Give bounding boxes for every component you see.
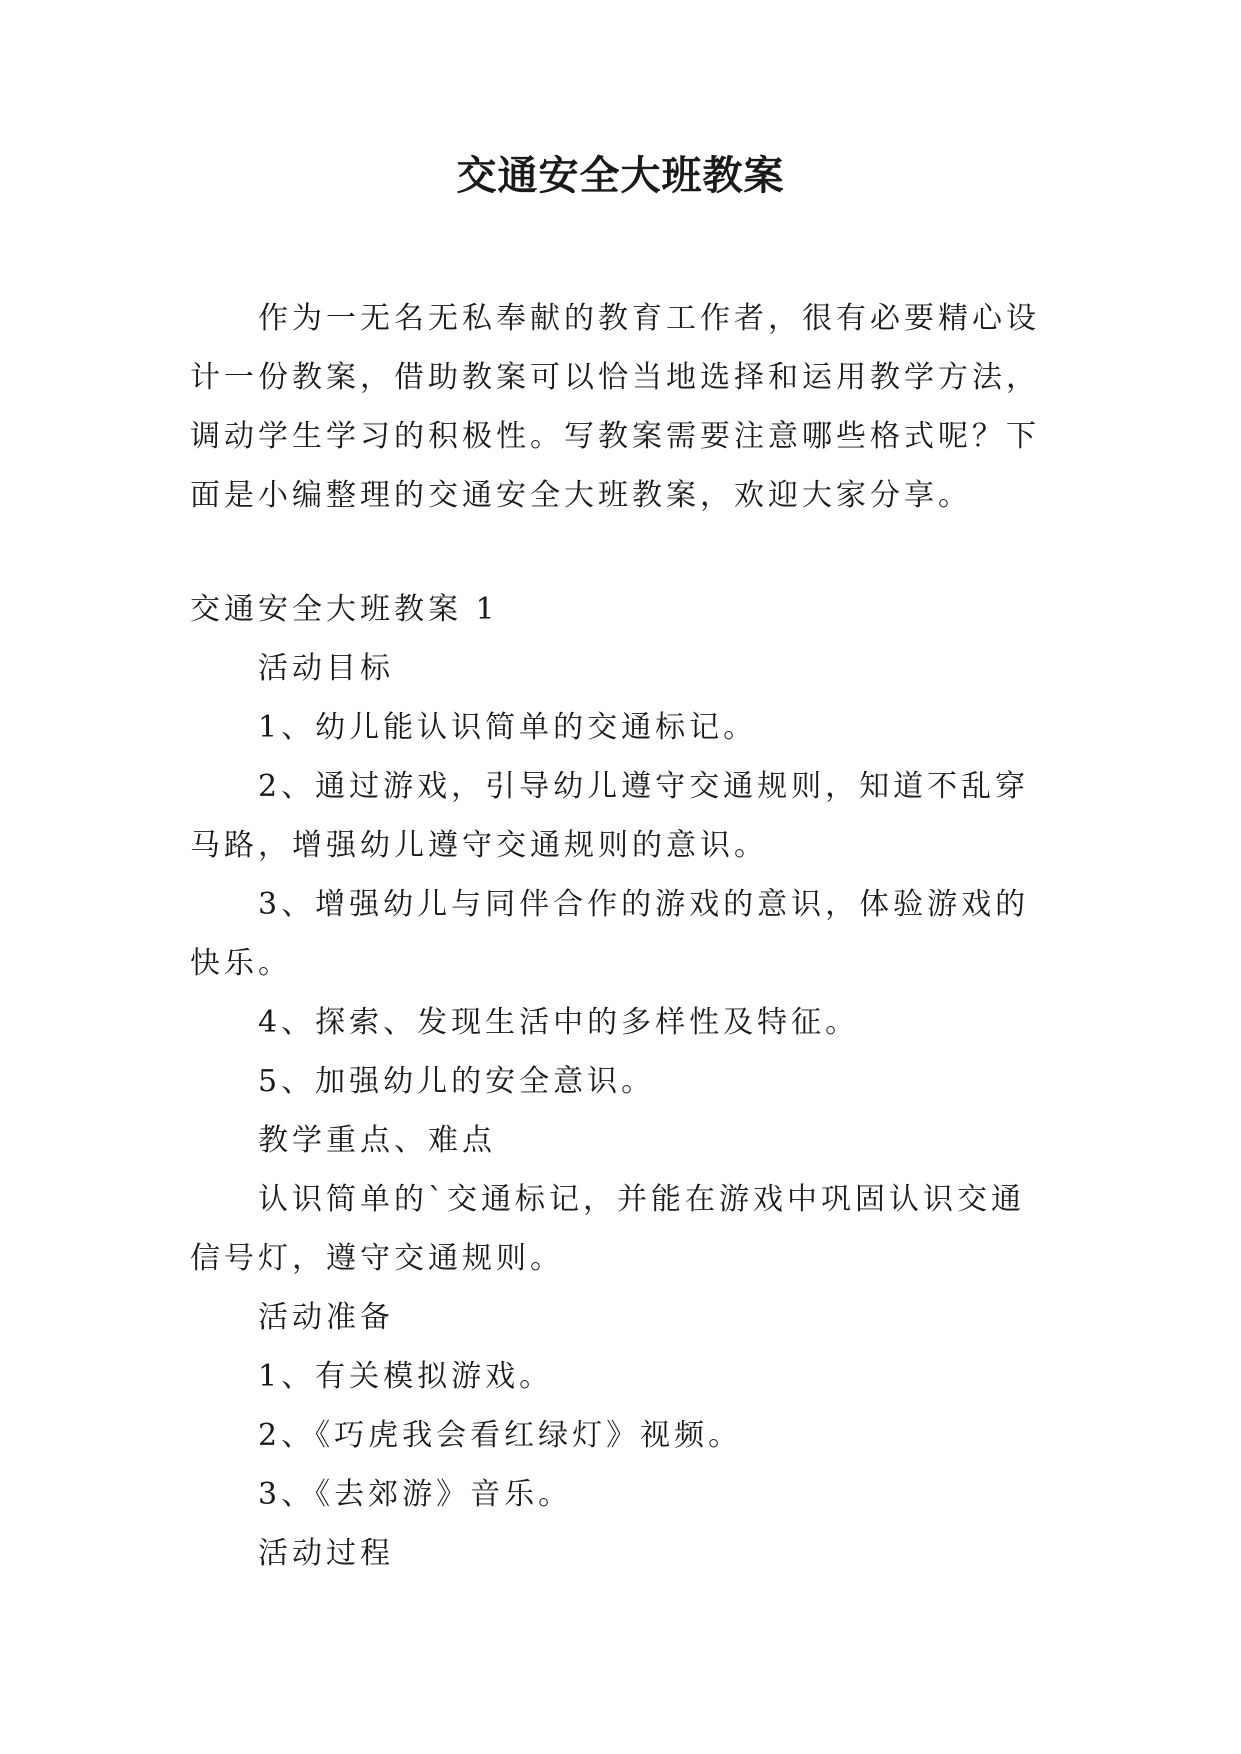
preparation-item-1: 1、有关模拟游戏。 bbox=[258, 1359, 554, 1394]
heading-activity-goals: 活动目标 bbox=[258, 651, 394, 686]
preparation-item-3: 3、《去郊游》音乐。 bbox=[258, 1477, 573, 1512]
heading-key-points: 教学重点、难点 bbox=[258, 1123, 496, 1158]
key-points-text: 认识简单的`交通标记，并能在游戏中巩固认识交通信号灯，遵守交通规则。 bbox=[190, 1182, 1025, 1276]
preparation-item-2: 2、《巧虎我会看红绿灯》视频。 bbox=[258, 1418, 743, 1453]
document-title: 交通安全大班教案 bbox=[456, 152, 785, 199]
goal-item-5: 5、加强幼儿的安全意识。 bbox=[258, 1064, 656, 1099]
lesson-plan-content bbox=[190, 580, 1050, 1583]
goal-item-1: 1、幼儿能认识简单的交通标记。 bbox=[258, 710, 758, 745]
section-heading: 交通安全大班教案 1 bbox=[190, 592, 499, 627]
heading-activity-process: 活动过程 bbox=[258, 1536, 394, 1571]
intro-paragraph: 作为一无名无私奉献的教育工作者，很有必要精心设计一份教案，借助教案可以恰当地选择和运用教学方法，调动学生学习的积极性。写教案需要注意哪些格式呢？下面是小编整理的交通安全大班教案，欢迎大家分享。 bbox=[190, 301, 1040, 513]
goal-item-2: 2、通过游戏，引导幼儿遵守交通规则，知道不乱穿马路，增强幼儿遵守交通规则的意识。 bbox=[190, 769, 1030, 863]
heading-preparation: 活动准备 bbox=[258, 1300, 394, 1335]
goal-item-4: 4、探索、发现生活中的多样性及特征。 bbox=[258, 1005, 860, 1040]
goal-item-3: 3、增强幼儿与同伴合作的游戏的意识，体验游戏的快乐。 bbox=[190, 887, 1030, 981]
